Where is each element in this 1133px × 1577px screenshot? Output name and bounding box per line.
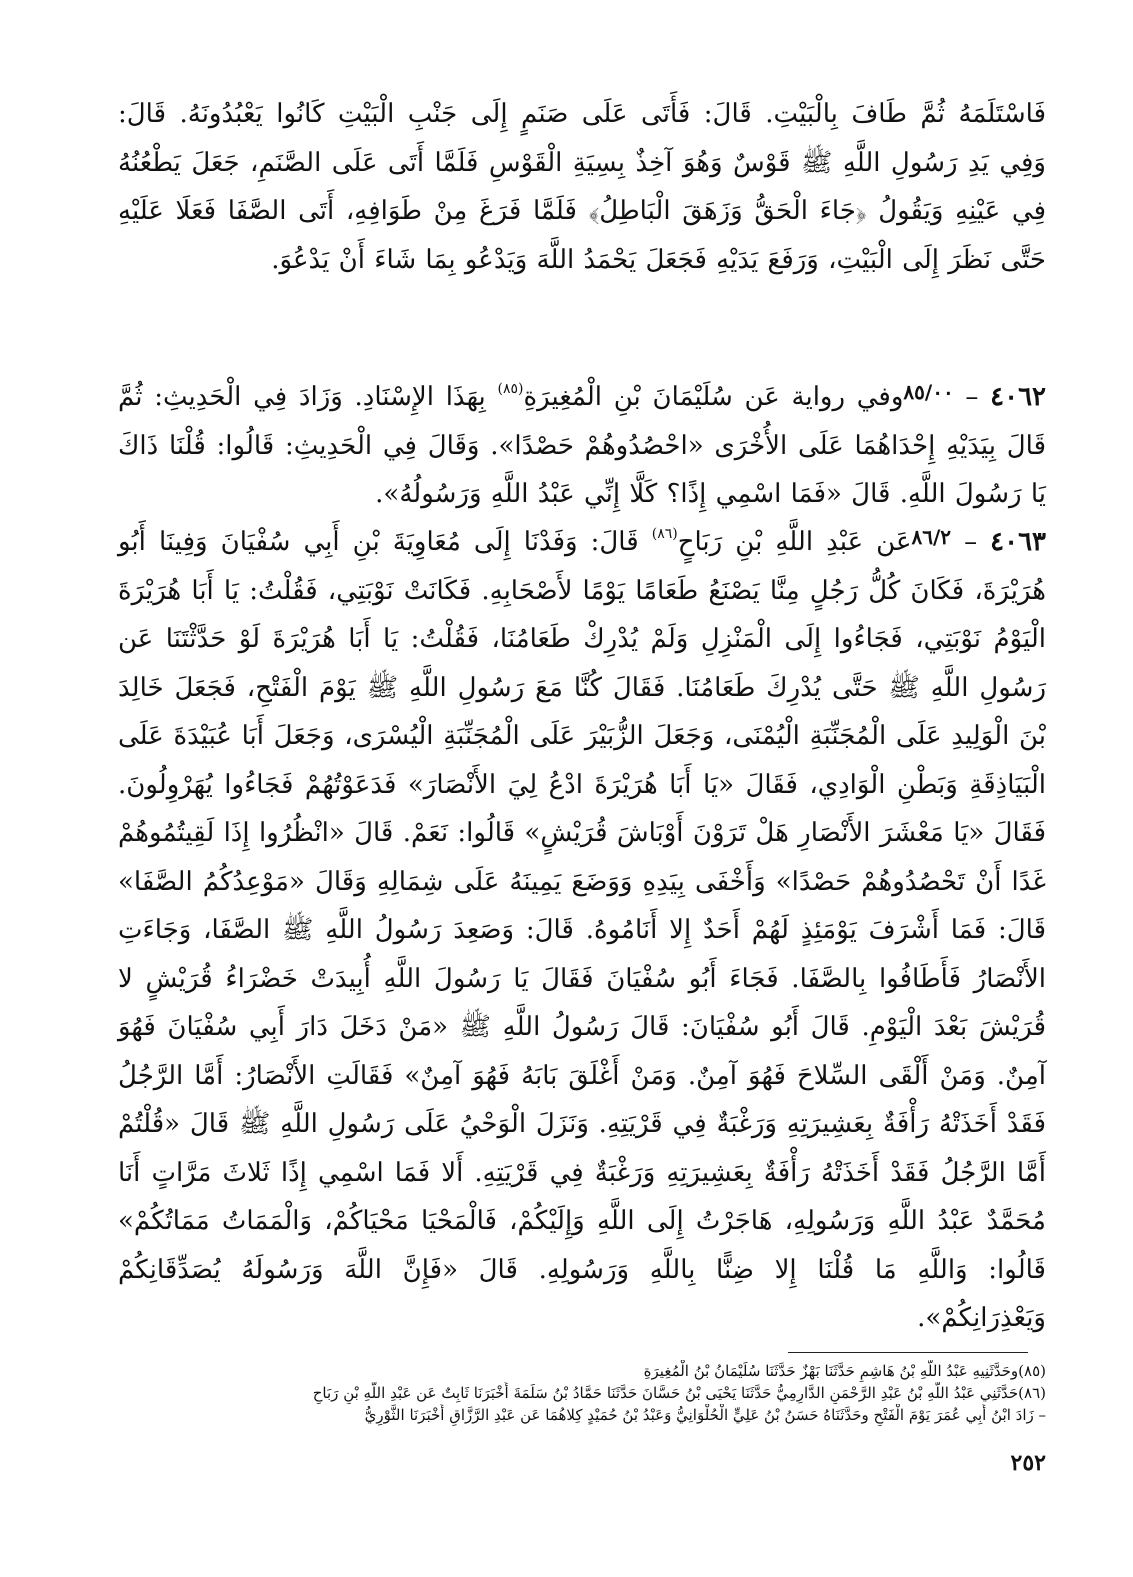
footnote-86-continued: – زَادَ ابْنُ أَبِي عُمَرَ يَوْمَ الْفَتْحِ وحَدَّثَنَاهُ حَسَنُ بْنُ عَلِيٍّ الْحُلْوَانِيُّ وَعَبْدُ بْنُ حُمَيْدٍ كِلاهُمَا عَن عَبْدِ الرَّزَّاقِ أَخْبَرَنَا الثَّوْرِيُّ xyxy=(364,1406,1046,1424)
hadith-text-lead: عَن عَبْدِ اللَّهِ بْنِ رَبَاحٍ xyxy=(677,527,912,557)
hadith-text-lead: وفي رواية عَن سُلَيْمَانَ بْنِ الْمُغِيرَةِ xyxy=(523,382,904,412)
document-page xyxy=(118,90,1046,1530)
hadith-4062: ٤٠٦٢ – $^{٨٥/٠٠}$وفي رواية عَن سُلَيْمَانَ بْنِ الْمُغِيرَةِ$^{(٨٥)}$ بِهَذَا الإِسْنَادِ. وَزَادَ فِي الْحَدِيثِ: ثُمَّ قَالَ بِيَدَيْهِ إِحْدَاهُمَا عَلَى الأُخْرَى «احْصُدُوهُمْ حَصْدًا». وَقَالَ فِي الْحَدِيثِ: قَالُوا: قُلْنَا ذَاكَ يَا رَسُولَ اللَّهِ. قَالَ «فَمَا اسْمِي إِذًا؟ كَلَّا إِنِّي عَبْدُ اللَّهِ وَرَسُولُهُ». xyxy=(118,380,1046,509)
footnote-divider xyxy=(788,1352,1028,1353)
page-number: ٢٥٢ xyxy=(1010,1450,1046,1476)
hadith-number: ٤٠٦٣ xyxy=(990,527,1047,557)
hadith-4063: ٤٠٦٣ – $^{٨٦/٢}$عَن عَبْدِ اللَّهِ بْنِ رَبَاحٍ$^{(٨٦)}$ قَالَ: وَفَدْنَا إِلَى مُعَاوِيَةَ بْنِ أَبِي سُفْيَانَ وَفِينَا أَبُو هُرَيْرَةَ، فَكَانَ كُلُّ رَجُلٍ مِنَّا يَصْنَعُ طَعَامًا يَوْمًا لأَصْحَابِهِ. فَكَانَتْ نَوْبَتِي، فَقُلْتُ: يَا أَبَا هُرَيْرَةَ الْيَوْمُ نَوْبَتِي، فَجَاءُوا إِلَى الْمَنْزِلِ وَلَمْ يُدْرِكْ طَعَامُنَا، فَقُلْتُ: يَا أَبَا هُرَيْرَةَ لَوْ حَدَّثْتَنَا عَن رَسُولِ اللَّهِ ﷺ حَتَّى يُدْرِكَ طَعَامُنَا. فَقَالَ كُنَّا مَعَ رَسُولِ اللَّهِ ﷺ يَوْمَ الْفَتْحِ، فَجَعَلَ خَالِدَ بْنَ الْوَلِيدِ عَلَى الْمُجَنِّبَةِ الْيُمْنَى، وَجَعَلَ الزُّبَيْرَ عَلَى الْمُجَنِّبَةِ الْيُسْرَى، وَجَعَلَ أَبَا عُبَيْدَةَ عَلَى الْبَيَاذِقَةِ وَبَطْنِ الْوَادِي، فَقَالَ «يَا أَبَا هُرَيْرَةَ ادْعُ لِيَ الأَنْصَارَ» فَدَعَوْتُهُمْ فَجَاءُوا يُهَرْوِلُونَ. فَقَالَ «يَا مَعْشَرَ الأَنْصَارِ هَلْ تَرَوْنَ أَوْبَاشَ قُرَيْشٍ» قَالُوا: نَعَمْ. قَالَ «انْظُرُوا إِذَا لَقِيتُمُوهُمْ غَدًا أَنْ تَحْصُدُوهُمْ حَصْدًا» وَأَخْفَى بِيَدِهِ وَوَضَعَ يَمِينَهُ عَلَى شِمَالِهِ وَقَالَ «مَوْعِدُكُمُ الصَّفَا» قَالَ: فَمَا أَشْرَفَ يَوْمَئِذٍ لَهُمْ أَحَدٌ إِلا أَنَامُوهُ. قَالَ: وَصَعِدَ رَسُولُ اللَّهِ ﷺ الصَّفَا، وَجَاءَتِ الأَنْصَارُ فَأَطَافُوا بِالصَّفَا. فَجَاءَ أَبُو سُفْيَانَ فَقَالَ يَا رَسُولَ اللَّهِ أُبِيدَتْ خَضْرَاءُ قُرَيْشٍ لا قُرَيْشَ بَعْدَ الْيَوْمِ. قَالَ أَبُو سُفْيَانَ: قَالَ رَسُولُ اللَّهِ ﷺ «مَنْ دَخَلَ دَارَ أَبِي سُفْيَانَ فَهُوَ آمِنٌ. وَمَنْ أَلْقَى السِّلاحَ فَهُوَ آمِنٌ. وَمَنْ أَغْلَقَ بَابَهُ فَهُوَ آمِنٌ» فَقَالَتِ الأَنْصَارُ: أَمَّا الرَّجُلُ فَقَدْ أَخَذَتْهُ رَأْفَةٌ بِعَشِيرَتِهِ وَرَغْبَةٌ فِي قَرْيَتِهِ. وَنَزَلَ الْوَحْيُ عَلَى رَسُولِ اللَّهِ ﷺ قَالَ «قُلْتُمْ أَمَّا الرَّجُلُ فَقَدْ أَخَذَتْهُ رَأْفَةٌ بِعَشِيرَتِهِ وَرَغْبَةٌ فِي قَرْيَتِهِ. أَلا فَمَا اسْمِي إِذًا ثَلاثَ مَرَّاتٍ أَنَا مُحَمَّدٌ عَبْدُ اللَّهِ وَرَسُولِهِ، هَاجَرْتُ إِلَى اللَّهِ وَإِلَيْكُمْ، فَالْمَحْيَا مَحْيَاكُمْ، وَالْمَمَاتُ مَمَاتُكُمْ» قَالُوا: وَاللَّهِ مَا قُلْنَا إِلا ضِنًّا بِاللَّهِ وَرَسُولِهِ. قَالَ «فَإِنَّ اللَّهَ وَرَسُولَهُ يُصَدِّقَانِكُمْ وَيَعْذِرَانِكُمْ». xyxy=(118,525,1047,1333)
hadith-sub-number: ٨٥/٠٠ xyxy=(903,380,954,404)
footnote-85: (٨٥)وحَدَّثَنِيهِ عَبْدُ اللَّهِ بْنُ هَاشِمٍ حَدَّثَنَا بَهْزٌ حَدَّثَنَا سُلَيْمَانُ بْنُ الْمُغِيرَةِ xyxy=(643,1362,1046,1380)
paragraph-continuation: فَاسْتَلَمَهُ ثُمَّ طَافَ بِالْبَيْتِ. قَالَ: فَأَتَى عَلَى صَنَمٍ إِلَى جَنْبِ الْبَيْتِ كَانُوا يَعْبُدُونَهُ. قَالَ: وَفِي يَدِ رَسُولِ اللَّهِ ﷺ قَوْسٌ وَهُوَ آخِذٌ بِسِيَةِ الْقَوْسِ فَلَمَّا أَتَى عَلَى الصَّنَمِ، جَعَلَ يَطْعُنُهُ فِي عَيْنِهِ وَيَقُولُ ﴿جَاءَ الْحَقُّ وَزَهَقَ الْبَاطِلُ﴾ فَلَمَّا فَرَغَ مِنْ طَوَافِهِ، أَتَى الصَّفَا فَعَلَا عَلَيْهِ حَتَّى نَظَرَ إِلَى الْبَيْتِ، وَرَفَعَ يَدَيْهِ فَجَعَلَ يَحْمَدُ اللَّهَ وَيَدْعُو بِمَا شَاءَ أَنْ يَدْعُوَ. xyxy=(118,99,1046,275)
hadith-sub-number: ٨٦/٢ xyxy=(911,525,952,549)
footnotes xyxy=(118,1360,1046,1426)
hadith-number: ٤٠٦٢ xyxy=(990,382,1046,412)
hadith-text: بِهَذَا الإِسْنَادِ. وَزَادَ فِي الْحَدِيثِ: ثُمَّ قَالَ بِيَدَيْهِ إِحْدَاهُمَا عَلَى الأُخْرَى «احْصُدُوهُمْ حَصْدًا». وَقَالَ فِي الْحَدِيثِ: قَالُوا: قُلْنَا ذَاكَ يَا رَسُولَ اللَّهِ. قَالَ «فَمَا اسْمِي إِذًا؟ كَلَّا إِنِّي عَبْدُ اللَّهِ وَرَسُولُهُ». xyxy=(118,382,1046,509)
footnote-86: (٨٦)حَدَّثَنِي عَبْدُ اللَّهِ بْنُ عَبْدِ الرَّحْمَنِ الدَّارِمِيُّ حَدَّثَنَا يَحْيَى بْنُ حَسَّانَ حَدَّثَنَا حَمَّادُ بْنُ سَلَمَةَ أَخْبَرَنَا ثَابِتٌ عَن عَبْدِ اللَّهِ بْنِ رَبَاحٍ xyxy=(312,1384,1046,1402)
footnote-reference[interactable]: (٨٦) xyxy=(651,526,678,542)
footnote-reference[interactable]: (٨٥) xyxy=(497,381,524,397)
hadith-text: قَالَ: وَفَدْنَا إِلَى مُعَاوِيَةَ بْنِ أَبِي سُفْيَانَ وَفِينَا أَبُو هُرَيْرَةَ، فَكَانَ كُلُّ رَجُلٍ مِنَّا يَصْنَعُ طَعَامًا يَوْمًا لأَصْحَابِهِ. فَكَانَتْ نَوْبَتِي، فَقُلْتُ: يَا أَبَا هُرَيْرَةَ الْيَوْمُ نَوْبَتِي، فَجَاءُوا إِلَى الْمَنْزِلِ وَلَمْ يُدْرِكْ طَعَامُنَا، فَقُلْتُ: يَا أَبَا هُرَيْرَةَ لَوْ حَدَّثْتَنَا عَن رَسُولِ اللَّهِ ﷺ حَتَّى يُدْرِكَ طَعَامُنَا. فَقَالَ كُنَّا مَعَ رَسُولِ اللَّهِ ﷺ يَوْمَ الْفَتْحِ، فَجَعَلَ خَالِدَ بْنَ الْوَلِيدِ عَلَى الْمُجَنِّبَةِ الْيُمْنَى، وَجَعَلَ الزُّبَيْرَ عَلَى الْمُجَنِّبَةِ الْيُسْرَى، وَجَعَلَ أَبَا عُبَيْدَةَ عَلَى الْبَيَاذِقَةِ وَبَطْنِ الْوَادِي، فَقَالَ «يَا أَبَا هُرَيْرَةَ ادْعُ لِيَ الأَنْصَارَ» فَدَعَوْتُهُمْ فَجَاءُوا يُهَرْوِلُونَ. فَقَالَ «يَا مَعْشَرَ الأَنْصَارِ هَلْ تَرَوْنَ أَوْبَاشَ قُرَيْشٍ» قَالُوا: نَعَمْ. قَالَ «انْظُرُوا إِذَا لَقِيتُمُوهُمْ غَدًا أَنْ تَحْصُدُوهُمْ حَصْدًا» وَأَخْفَى بِيَدِهِ وَوَضَعَ يَمِينَهُ عَلَى شِمَالِهِ وَقَالَ «مَوْعِدُكُمُ الصَّفَا» قَالَ: فَمَا أَشْرَفَ يَوْمَئِذٍ لَهُمْ أَحَدٌ إِلا أَنَامُوهُ. قَالَ: وَصَعِدَ رَسُولُ اللَّهِ ﷺ الصَّفَا، وَجَاءَتِ الأَنْصَارُ فَأَطَافُوا بِالصَّفَا. فَجَاءَ أَبُو سُفْيَانَ فَقَالَ يَا رَسُولَ اللَّهِ أُبِيدَتْ خَضْرَاءُ قُرَيْشٍ لا قُرَيْشَ بَعْدَ الْيَوْمِ. قَالَ أَبُو سُفْيَانَ: قَالَ رَسُولُ اللَّهِ ﷺ «مَنْ دَخَلَ دَارَ أَبِي سُفْيَانَ فَهُوَ آمِنٌ. وَمَنْ أَلْقَى السِّلاحَ فَهُوَ آمِنٌ. وَمَنْ أَغْلَقَ بَابَهُ فَهُوَ آمِنٌ» فَقَالَتِ الأَنْصَارُ: أَمَّا الرَّجُلُ فَقَدْ أَخَذَتْهُ رَأْفَةٌ بِعَشِيرَتِهِ وَرَغْبَةٌ فِي قَرْيَتِهِ. وَنَزَلَ الْوَحْيُ عَلَى رَسُولِ اللَّهِ ﷺ قَالَ «قُلْتُمْ أَمَّا الرَّجُلُ فَقَدْ أَخَذَتْهُ رَأْفَةٌ بِعَشِيرَتِهِ وَرَغْبَةٌ فِي قَرْيَتِهِ. أَلا فَمَا اسْمِي إِذًا ثَلاثَ مَرَّاتٍ أَنَا مُحَمَّدٌ عَبْدُ اللَّهِ وَرَسُولِهِ، هَاجَرْتُ إِلَى اللَّهِ وَإِلَيْكُمْ، فَالْمَحْيَا مَحْيَاكُمْ، وَالْمَمَاتُ مَمَاتُكُمْ» قَالُوا: وَاللَّهِ مَا قُلْنَا إِلا ضِنًّا بِاللَّهِ وَرَسُولِهِ. قَالَ «فَإِنَّ اللَّهَ وَرَسُولَهُ يُصَدِّقَانِكُمْ وَيَعْذِرَانِكُمْ». xyxy=(118,527,1046,1333)
